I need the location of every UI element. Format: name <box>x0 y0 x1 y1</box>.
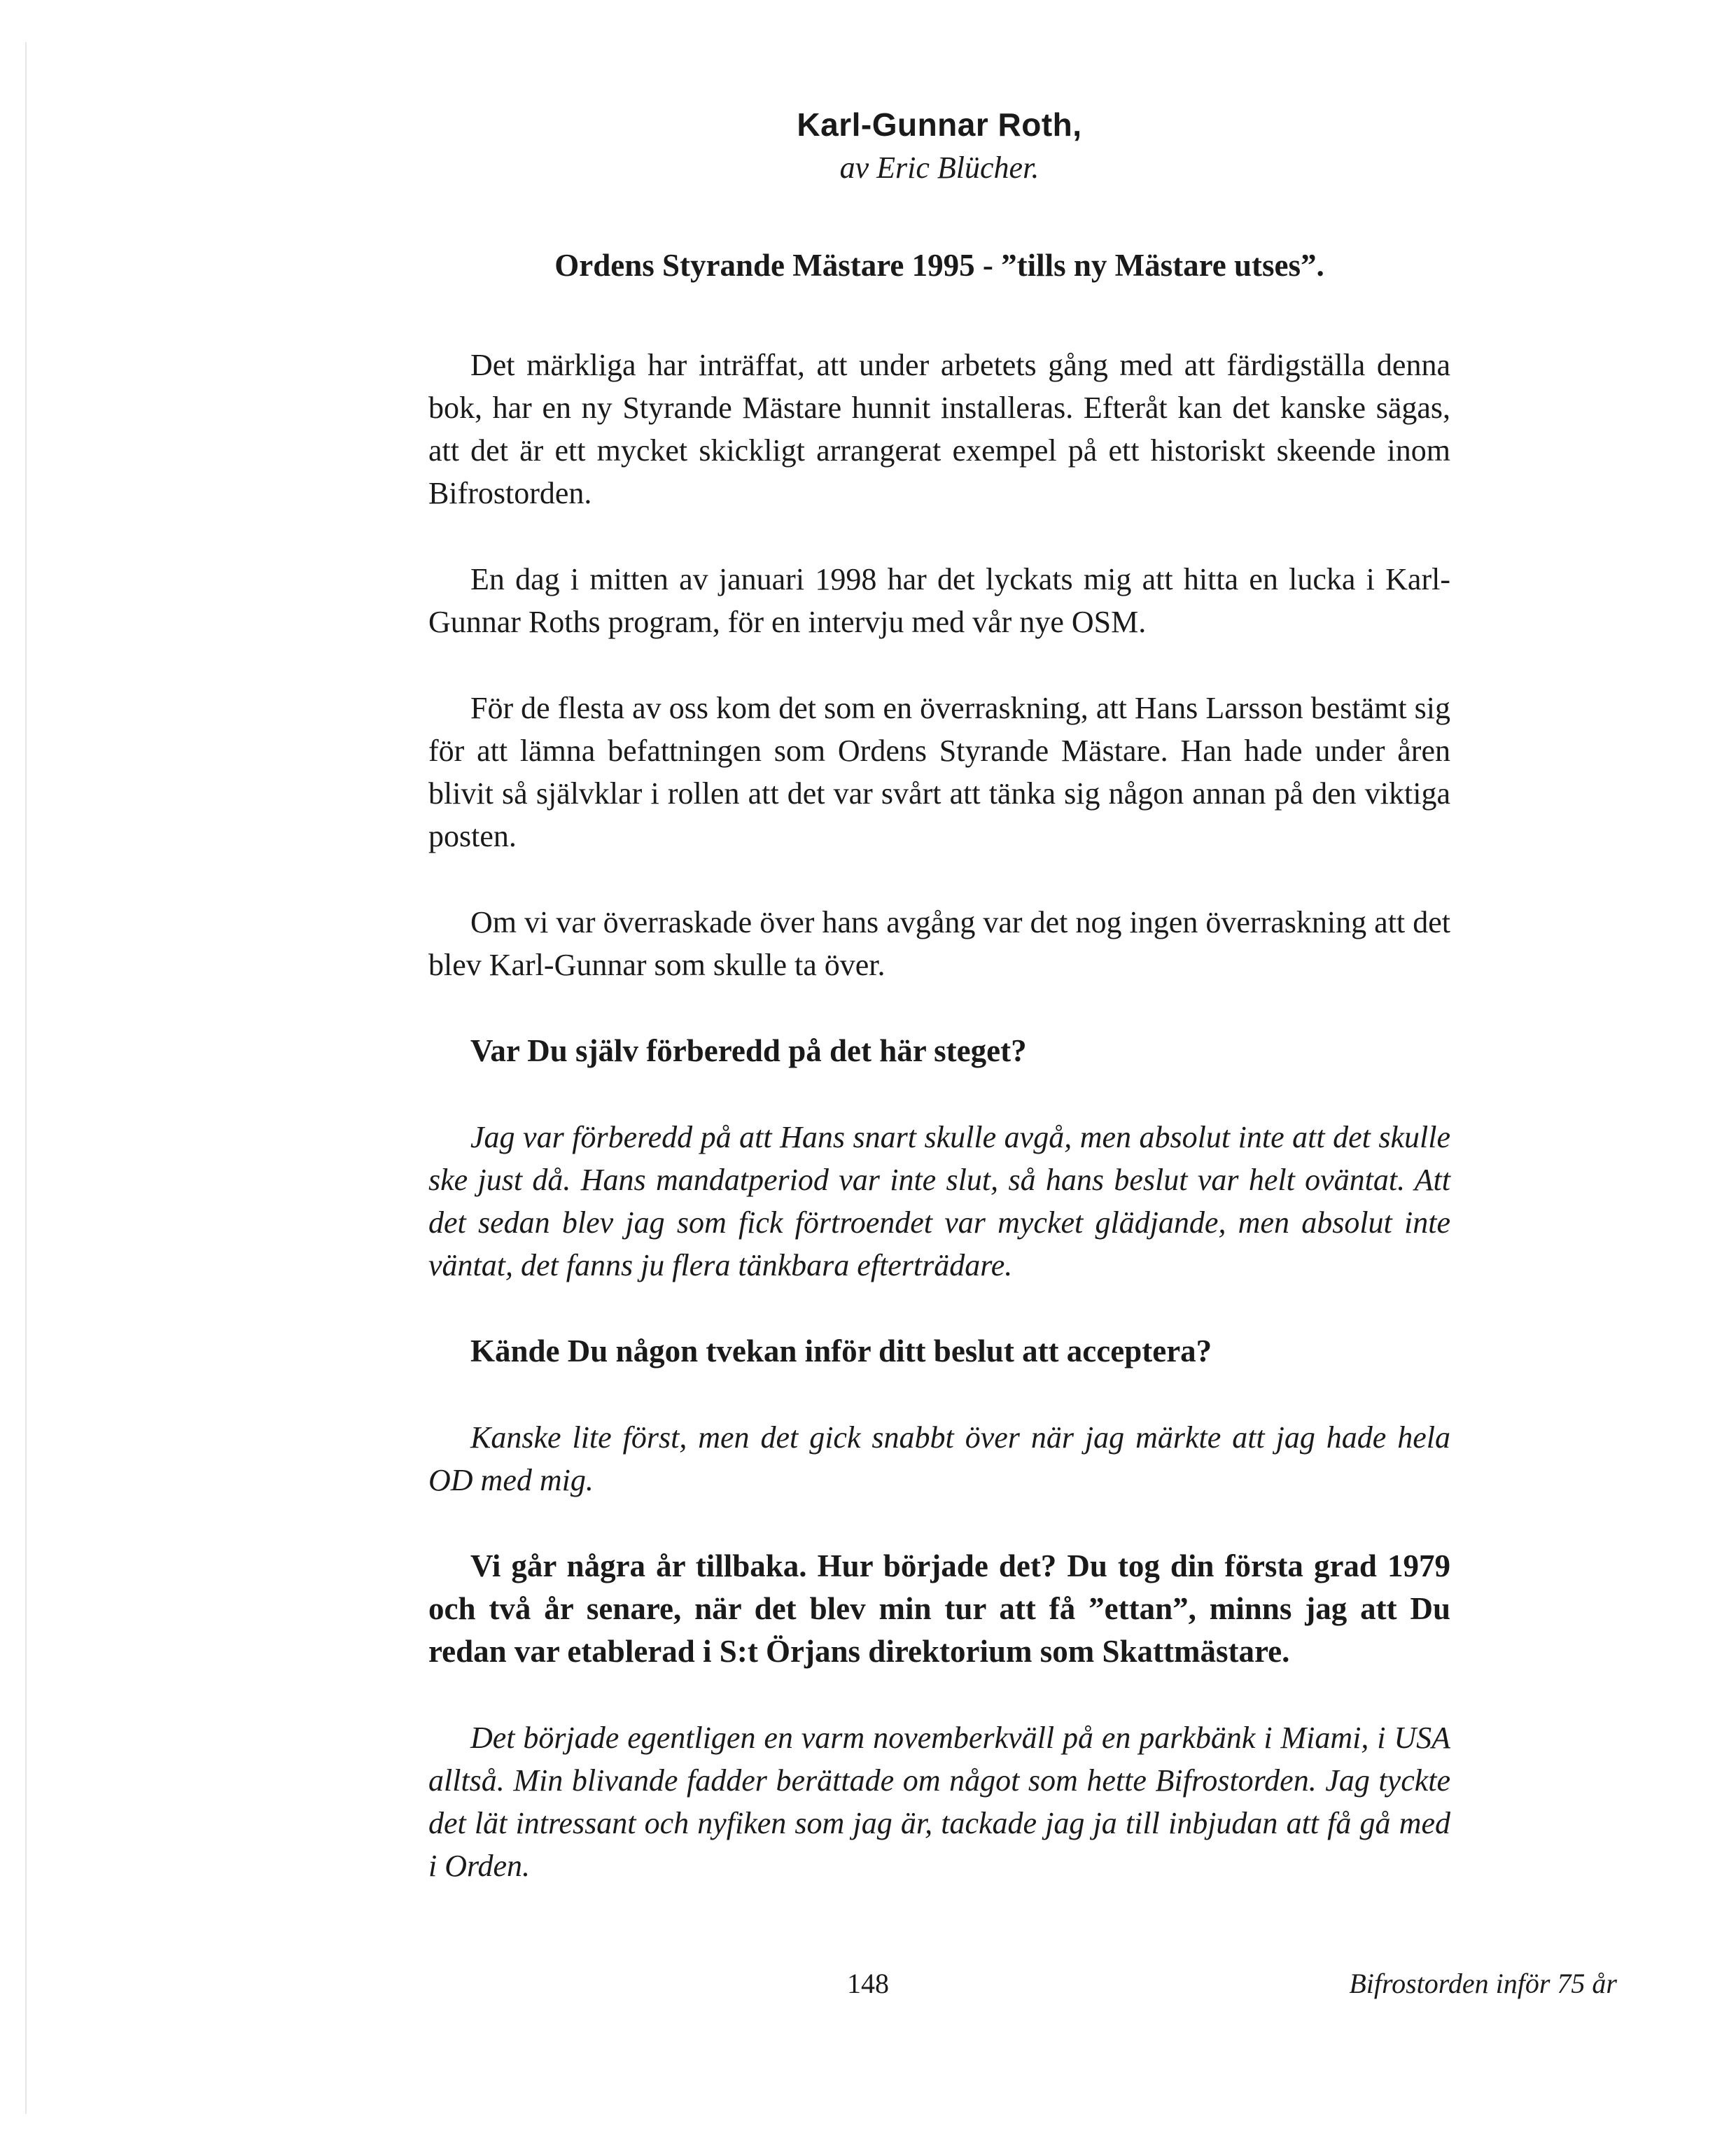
paragraph: För de flesta av oss kom det som en överraskning, att Hans Larsson bestämt sig för att lämna befattningen som Ordens Styrande Mästare. Han hade under åren blivit så självklar i rollen att det var svårt att tänka sig någon annan på den viktiga posten. <box>428 690 1450 853</box>
interview-answer: Kanske lite först, men det gick snabbt över när jag märkte att jag hade hela OD med mig. <box>428 1420 1450 1497</box>
interview-answer: Det började egentligen en varm novemberkväll på en parkbänk i Miami, i USA alltså. Min blivande fadder berättade om något som hette Bifrostorden. Jag tyckte det lät intressant och nyfiken som jag är, tackade jag ja till inbjudan att få gå med i Orden. <box>428 1720 1450 1883</box>
paragraph: En dag i mitten av januari 1998 har det lyckats mig att hitta en lucka i Karl-Gunnar Roths program, för en intervju med vår nye OSM. <box>428 561 1450 639</box>
paragraph: Det märkliga har inträffat, att under arbetets gång med att färdigställa denna bok, har en ny Styrande Mästare hunnit installeras. Efteråt kan det kanske sägas, att det är ett mycket skickligt arrangerat exempel på ett historiskt skeende inom Bifrostorden. <box>428 347 1450 510</box>
article-title: Karl-Gunnar Roth, <box>797 106 1082 143</box>
running-footer-title: Bifrostorden inför 75 år <box>1349 1968 1617 1999</box>
page-number: 148 <box>847 1968 889 1999</box>
interview-question: Var Du själv förberedd på det här steget? <box>470 1032 1027 1068</box>
article <box>428 105 1450 1887</box>
interview-answer: Jag var förberedd på att Hans snart skulle avgå, men absolut inte att det skulle ske just då. Hans mandatperiod var inte slut, så hans beslut var helt oväntat. Att det sedan blev jag som fick förtroendet var mycket glädjande, men absolut inte väntat, det fanns ju flera tänkbara efterträdare. <box>428 1119 1450 1282</box>
page-edge-line <box>25 42 27 2114</box>
interview-question: Kände Du någon tvekan inför ditt beslut att acceptera? <box>470 1333 1212 1368</box>
article-subtitle: Ordens Styrande Mästare 1995 - ”tills ny Mästare utses”. <box>554 247 1324 283</box>
article-byline: av Eric Blücher. <box>839 150 1040 185</box>
paragraph: Om vi var överraskade över hans avgång var det nog ingen överraskning att det blev Karl-Gunnar som skulle ta över. <box>428 904 1450 982</box>
interview-question: Vi går några år tillbaka. Hur började det? Du tog din första grad 1979 och två år senare, när det blev min tur att få ”ettan”, minns jag att Du redan var etablerad i S:t Örjans direktorium som Skattmästare. <box>428 1548 1450 1669</box>
